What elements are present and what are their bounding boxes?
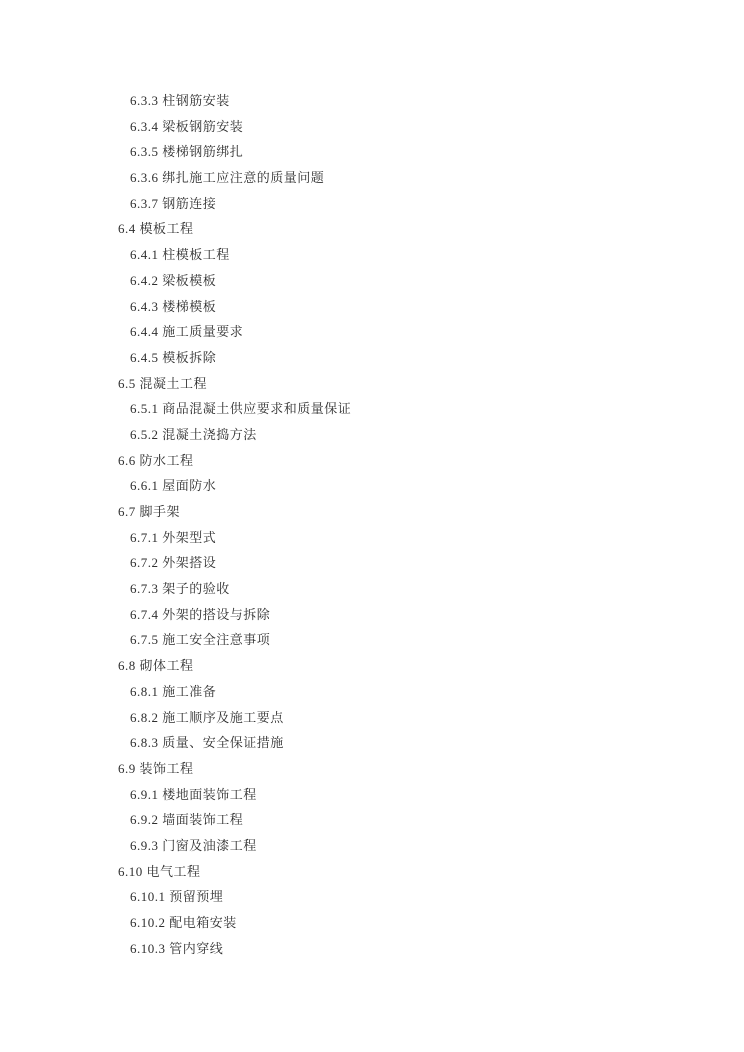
toc-item: 6.3.5 楼梯钢筋绑扎 xyxy=(130,144,244,160)
toc-list xyxy=(0,88,744,961)
toc-item: 6.7.5 施工安全注意事项 xyxy=(130,632,271,648)
toc-item: 6.8.2 施工顺序及施工要点 xyxy=(130,709,284,725)
toc-item: 6.9.2 墙面装饰工程 xyxy=(130,812,244,828)
toc-item: 6.7.1 外架型式 xyxy=(130,529,217,545)
toc-item: 6.9.3 门窗及油漆工程 xyxy=(130,837,257,853)
toc-item: 6.3.7 钢筋连接 xyxy=(130,195,217,211)
toc-item: 6.10.1 预留预埋 xyxy=(130,889,224,905)
toc-item: 6.10.2 配电箱安装 xyxy=(130,915,237,930)
toc-item: 6.5 混凝土工程 xyxy=(118,375,208,391)
toc-item: 6.9 装饰工程 xyxy=(118,760,194,776)
toc-item: 6.3.3 柱钢筋安装 xyxy=(130,93,230,108)
toc-item: 6.7.2 外架搭设 xyxy=(130,555,217,571)
toc-item: 6.3.6 绑扎施工应注意的质量问题 xyxy=(130,170,325,186)
toc-item: 6.4.2 梁板模板 xyxy=(130,272,217,288)
toc-item: 6.5.2 混凝土浇捣方法 xyxy=(130,426,257,442)
toc-item: 6.6 防水工程 xyxy=(118,452,194,468)
toc-item: 6.8 砌体工程 xyxy=(118,658,194,674)
toc-item: 6.8.3 质量、安全保证措施 xyxy=(130,735,284,751)
toc-item: 6.7.3 架子的验收 xyxy=(130,581,230,597)
toc-item: 6.4.1 柱模板工程 xyxy=(130,247,230,263)
toc-item: 6.3.4 梁板钢筋安装 xyxy=(130,118,244,134)
toc-item: 6.5.1 商品混凝土供应要求和质量保证 xyxy=(130,401,352,417)
toc-item: 6.7 脚手架 xyxy=(118,504,181,519)
toc-item: 6.7.4 外架的搭设与拆除 xyxy=(130,606,271,622)
toc-item: 6.8.1 施工准备 xyxy=(130,683,217,699)
toc-item: 6.4.3 楼梯模板 xyxy=(130,298,217,314)
toc-item: 6.6.1 屋面防水 xyxy=(130,478,217,494)
toc-item: 6.10 电气工程 xyxy=(118,863,201,879)
toc-item: 6.9.1 楼地面装饰工程 xyxy=(130,786,257,802)
toc-item: 6.4.5 模板拆除 xyxy=(130,349,217,365)
toc-item: 6.10.3 管内穿线 xyxy=(130,940,224,956)
toc-item: 6.4.4 施工质量要求 xyxy=(130,324,244,340)
toc-item: 6.4 模板工程 xyxy=(118,221,194,237)
